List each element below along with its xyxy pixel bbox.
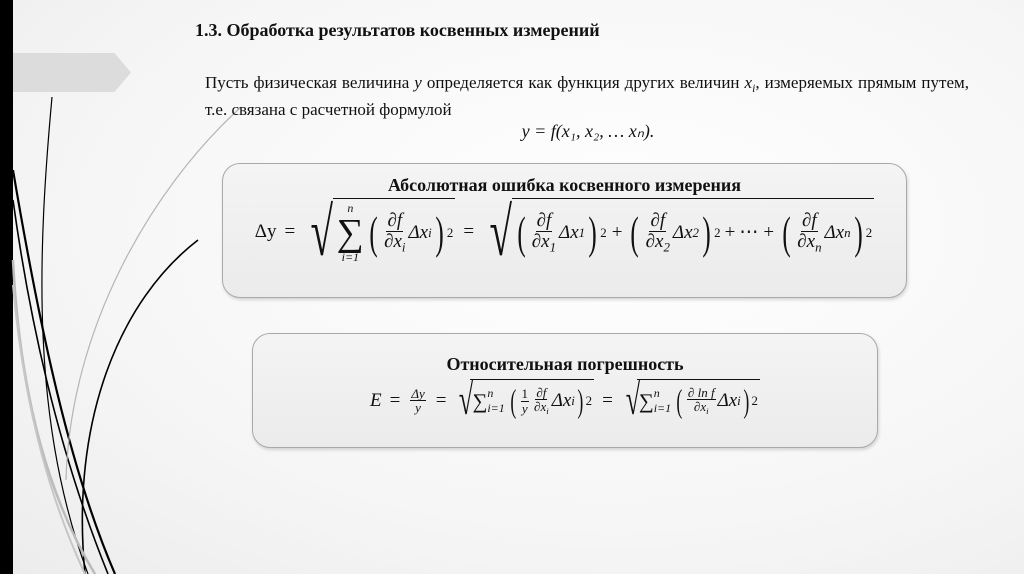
delta-x-sub: 2 (692, 224, 699, 240)
den (645, 232, 671, 254)
absolute-error-formula (223, 194, 906, 270)
den (693, 400, 710, 416)
relative-error-heading: Относительная погрешность (446, 354, 684, 374)
lhs: E (370, 389, 382, 411)
equals: = (389, 389, 401, 411)
paren: ) (588, 206, 597, 258)
partial-fraction (645, 211, 671, 254)
slide-title: 1.3. Обработка результатов косвенных измерений (195, 20, 600, 40)
paren: ( (510, 383, 517, 420)
sqrt-sum (303, 194, 455, 270)
function-formula: y = f(x₁, x₂, … xₙ). (521, 121, 655, 141)
sqrt-sum-1 (454, 376, 594, 424)
den-sub: 2 (663, 239, 670, 255)
den-sub: n (815, 239, 822, 255)
den-sub: 1 (549, 239, 557, 255)
square: 2 (714, 224, 721, 240)
delta-x: Δx (408, 221, 429, 243)
sqrt-sum-2 (621, 376, 760, 424)
den-x: ∂x (693, 399, 707, 415)
delta-x: Δx (672, 221, 693, 243)
square: 2 (865, 224, 873, 240)
square: 2 (585, 393, 593, 409)
radical-sign: √ (459, 376, 474, 424)
paren: ( (782, 206, 791, 258)
paren: ) (743, 383, 750, 420)
partial-fraction (383, 211, 406, 254)
absolute-error-heading: Абсолютная ошибка косвенного измерения (388, 175, 741, 195)
den: y (521, 400, 528, 416)
sum-limits (654, 386, 671, 416)
paren: ) (435, 206, 444, 258)
sum-symbol: ∑ (638, 388, 654, 413)
sum-symbol: ∑ (472, 388, 488, 413)
dots: ⋯ (739, 222, 759, 244)
den (796, 232, 822, 254)
sqrt-expanded (482, 194, 874, 270)
den-x: ∂x (534, 399, 547, 415)
num: ∂f (802, 210, 817, 232)
square: 2 (751, 393, 758, 409)
partial-fraction (533, 386, 550, 417)
sum-bottom: i=1 (653, 401, 672, 416)
sum-sign (337, 201, 364, 265)
den (533, 400, 550, 416)
equals: = (463, 221, 475, 243)
den-sub: i (401, 239, 406, 255)
den (531, 232, 557, 254)
sum-symbol: ∑ (336, 211, 364, 254)
log-partial-fraction (687, 386, 716, 417)
num: ∂f (536, 384, 547, 400)
intro-paragraph (205, 72, 969, 120)
delta-x-sub: n (844, 224, 851, 240)
radicand (470, 379, 594, 423)
absolute-error-box (222, 163, 907, 298)
var-y: y (414, 73, 422, 92)
paren: ) (577, 383, 584, 420)
delta-x-sub: 1 (578, 224, 586, 240)
den-x: ∂x (531, 231, 550, 253)
equals: = (602, 389, 613, 411)
partial-fraction (796, 211, 822, 254)
num: 1 (521, 386, 529, 402)
delta-x-sub: i (428, 224, 432, 240)
relative-error-box (252, 333, 878, 448)
delta-x: Δx (824, 221, 845, 243)
den-x: ∂x (645, 231, 664, 253)
den-sub: i (546, 406, 549, 417)
intro-text: определяется как функция других величин (421, 73, 745, 92)
num: ∂f (387, 210, 403, 232)
radicand (333, 198, 456, 266)
num: ∂f (536, 210, 552, 232)
var-x-sub: i (752, 82, 756, 96)
relative-error-formula (253, 376, 877, 424)
delta-x: Δx (717, 390, 738, 412)
radicand (512, 198, 875, 266)
sum-limits (487, 386, 504, 416)
num: ∂ ln f (687, 384, 715, 400)
radical-sign: √ (489, 194, 513, 270)
plus: + (611, 221, 623, 243)
paren: ( (630, 206, 640, 258)
paren: ( (369, 206, 378, 258)
den-x: ∂x (797, 231, 816, 253)
var-x: x (744, 73, 753, 92)
lhs: Δy (254, 221, 277, 243)
dy-over-y (410, 387, 425, 415)
sum-top: n (653, 386, 660, 401)
paren: ( (676, 383, 683, 420)
one-over-y (521, 387, 530, 415)
intro-text: , измеряемых прямым путем, т.е. связана с расчетной формулой (205, 73, 969, 120)
sum-bottom: i=1 (341, 249, 360, 264)
num: ∂f (650, 210, 666, 232)
radical-sign: √ (310, 194, 334, 270)
paren: ) (853, 206, 863, 258)
delta-x-sub: i (571, 393, 575, 409)
delta-x-sub: i (737, 393, 741, 409)
equals: = (435, 389, 447, 411)
delta-x: Δx (551, 390, 572, 412)
partial-fraction (531, 211, 557, 254)
radical-sign: √ (625, 376, 641, 424)
den: y (415, 400, 421, 416)
paren: ( (516, 206, 526, 258)
square: 2 (600, 224, 607, 240)
sum-top: n (487, 386, 494, 401)
num: Δy (411, 385, 425, 401)
radicand (637, 379, 760, 423)
equals: = (284, 221, 296, 243)
square: 2 (446, 224, 454, 240)
plus: + (724, 221, 736, 243)
paren: ) (702, 206, 711, 258)
den-x: ∂x (384, 231, 402, 253)
intro-text: Пусть физическая величина (205, 73, 415, 92)
den (383, 232, 406, 254)
den-sub: i (706, 406, 709, 417)
sum-bottom: i=1 (487, 401, 505, 416)
sum-top: n (347, 200, 354, 215)
delta-x: Δx (559, 221, 579, 243)
plus: + (763, 221, 775, 243)
